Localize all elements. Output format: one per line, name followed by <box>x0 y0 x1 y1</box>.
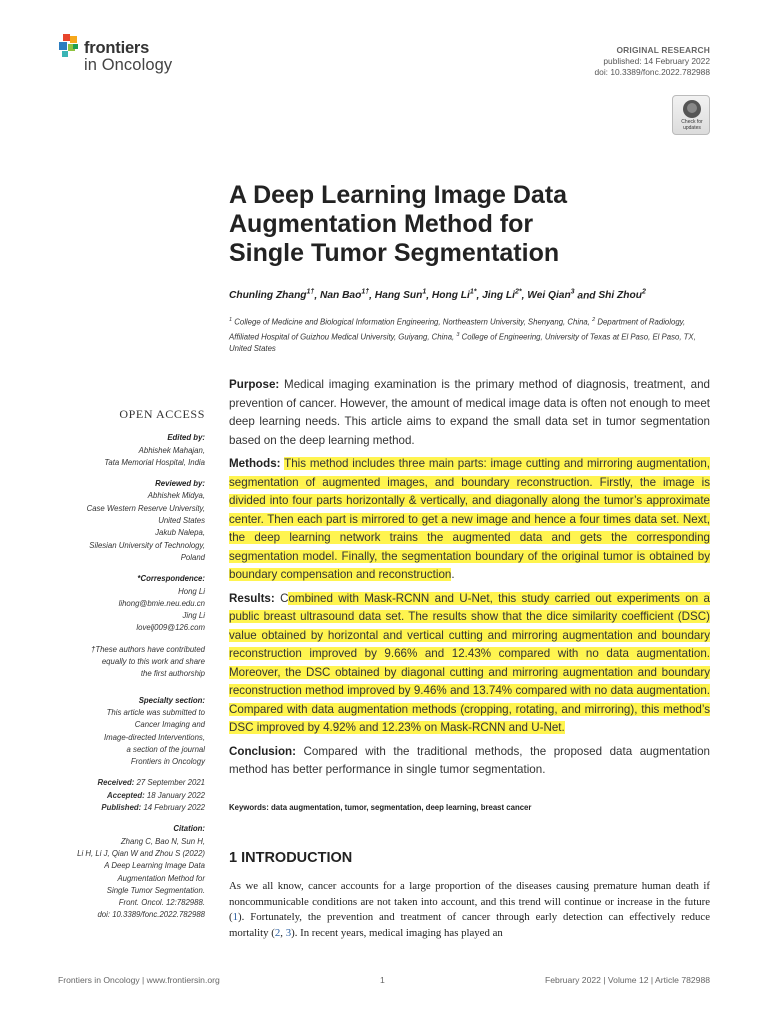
article-info-sidebar <box>40 408 205 931</box>
author-link[interactable]: Wei Qian$^3$ <box>527 289 575 302</box>
edited-by: Edited by: Abhishek Mahajan, Tata Memorial Hospital, India <box>104 433 205 467</box>
author-list: Chunling Zhang$^{1\dagger}$, Nan Bao$^{1\dagger}$, Hang Sun$^1$, Hong $Li^{1*}$, Jing $Li^{2*}$, Wei Qian$^3$ and Shi Zhou$^2$ <box>229 289 646 302</box>
open-access-label: OPEN ACCESS <box>119 407 205 421</box>
citation-doi-link[interactable]: doi: 10.3389/fonc.2022.782988 <box>97 910 205 920</box>
highlighted-text: This method includes three main parts: image cutting and mirroring augmentation, segmentation of augmented images, and boundary reconstruction. Firstly, the image is divided into four parts horizontally & vertically, and diagonally along the tumor’s approximate center. Then each part is mirrored to get a new image and hence a four times data set. Next, the deep learning network trains the augmented data and gets the corresponding segmentation model. Finally, the segmentation boundary of the original tumor is obtained by boundary compensation and reconstruction <box>229 457 711 581</box>
author-link[interactable]: Hong $Li^{1*}$ <box>431 289 477 302</box>
footer-journal[interactable]: Frontiers in Oncology | www.frontiersin.org <box>58 975 220 985</box>
abstract-purpose: Purpose: Medical imaging examination is the primary method of diagnosis, treatment, and prevention of cancer. However, the amount of medical image data is often not enough to meet deep learning needs. This article aims to expand the small data set in tumor segmentation based on the deep learning method. <box>229 378 710 447</box>
author-link[interactable]: Nan Bao$^{1\dagger}$ <box>320 289 370 302</box>
abstract-conclusion: Conclusion: Compared with the traditional methods, the proposed data augmentation method has better performance in single tumor segmentation. <box>229 744 710 776</box>
affiliations: $^1$ College of Medicine and Biological Information Engineering, Northeastern University, Shenyang, China, $^2$ Department of Radiology, Affiliated Hospital of Guizhou Medical University, Guiyang, China, $^3$ College of Engineering, University of Texas at El Paso, El Paso, TX, United States <box>229 317 696 354</box>
correspondence: *Correspondence: Hong Li lihong@bmie.neu.edu.cn Jing Li lovelj009@126.com <box>40 573 205 634</box>
abstract-methods: Methods: This method includes three main parts: image cutting and mirroring augmentation, segmentation of augmented images, and boundary reconstruction. Firstly, the image is divided into four parts horizontally & vertically, and diagonally along the tumor’s approximate center. Then each part is mirrored to get a new image and hence a four times data set. Next, the deep learning network trains the augmented data and gets the corresponding segmentation model. Finally, the segmentation boundary of the original tumor is obtained by boundary compensation and reconstruction. <box>229 457 711 581</box>
author-link[interactable]: Hang Sun$^1$ <box>374 289 427 302</box>
introduction-paragraph: As we all know, cancer accounts for a large proportion of the diseases causing premature human death if noncommunicable conditions are not taken into account, and this trend will continue or increase in the future (1). Fortunately, the prevention and treatment of cancer through early detection can effectively reduce mortality (2, 3). In recent years, medical imaging has played an <box>229 880 710 939</box>
reference-link[interactable]: 1 <box>232 911 239 924</box>
email-link[interactable]: lihong@bmie.neu.edu.cn <box>118 598 205 608</box>
footer-volume-info: February 2022 | Volume 12 | Article 782988 <box>545 975 710 985</box>
journal-logo[interactable] <box>58 34 198 80</box>
article-meta <box>595 45 711 78</box>
reference-link[interactable]: 2 <box>274 926 281 939</box>
logo-journal-text: in Oncology <box>84 56 173 74</box>
doi-link[interactable]: doi: 10.3389/fonc.2022.782988 <box>594 67 710 77</box>
author-link[interactable]: Shi Zhou$^2$ <box>598 289 646 302</box>
citation: Citation: Zhang C, Bao N, Sun H, Li H, Li J, Qian W and Zhou S (2022) A Deep Learning Image Data Augmentation Method for Single Tumor Segmentation. Front. Oncol. 12:782988. doi: 10.3389/fonc.2022.782988 <box>40 823 205 921</box>
article-title: A Deep Learning Image Data Augmentation Method for Single Tumor Segmentation <box>229 181 568 267</box>
section-heading-introduction: 1 INTRODUCTION <box>229 850 353 866</box>
published-date: published: 14 February 2022 <box>603 56 710 66</box>
author-link[interactable]: Chunling Zhang$^{1\dagger}$ <box>229 289 315 302</box>
abstract-results: Results: Combined with Mask-RCNN and U-Net, this study carried out experiments on a public breast ultrasound data set. The results show that the dice similarity coefficient (DSC) value obtained by horizontal and vertical cutting and mirroring augmentation and boundary reconstruction improved by 9.66% and 12.43% compared with no data augmentation. Moreover, the DSC obtained by diagonal cutting and mirroring augmentation and boundary reconstruction method improved by 9.46% and 13.74% compared with no data augmentation. Compared with data augmentation methods (cropping, rotating, and mirroring), this method’s DSC improved by 4.92% and 12.23% on Mask-RCNN and U-Net. <box>229 591 710 734</box>
email-link[interactable]: lovelj009@126.com <box>136 623 205 633</box>
check-for-updates-label: Check for updates <box>681 119 703 131</box>
reference-link[interactable]: 3 <box>285 926 292 939</box>
author-link[interactable]: Jing $Li^{2*}$ <box>482 289 522 302</box>
abstract <box>229 376 710 785</box>
specialty-section: Specialty section: This article was submitted to Cancer Imaging and Image-directed Interventions, a section of the journal Frontiers in Oncology <box>104 695 205 767</box>
check-for-updates-button[interactable] <box>672 95 710 135</box>
keywords: Keywords: data augmentation, tumor, segmentation, deep learning, breast cancer <box>229 803 532 812</box>
article-dates: Received: 27 September 2021 Accepted: 18 January 2022 Published: 14 February 2022 <box>97 778 205 813</box>
page-number: 1 <box>380 975 385 985</box>
frontiers-logo-icon <box>58 34 82 62</box>
highlighted-text: ombined with Mask-RCNN and U-Net, this study carried out experiments on a public breast ultrasound data set. The results show that the dice similarity coefficient (DSC) value obtained by horizontal and vertical cutting and mirroring augmentation and boundary reconstruction improved by 9.66% and 12.43% compared with no data augmentation. Moreover, the DSC obtained by diagonal cutting and mirroring augmentation and boundary reconstruction method improved by 9.46% and 13.74% compared with no data augmentation. Compared with data augmentation methods (cropping, rotating, and mirroring), this method’s DSC improved by 4.92% and 12.23% on Mask-RCNN and U-Net. <box>229 591 710 734</box>
check-for-updates-icon <box>683 100 701 118</box>
reviewed-by: Reviewed by: Abhishek Midya, Case Western Reserve University, United States Jakub Nalepa, Silesian University of Technology, Poland <box>86 479 205 562</box>
logo-brand-text: frontiers <box>84 39 150 57</box>
equal-contribution-note: †These authors have contributed equally to this work and share the first authorship <box>91 644 205 679</box>
article-type: ORIGINAL RESEARCH <box>616 45 710 55</box>
